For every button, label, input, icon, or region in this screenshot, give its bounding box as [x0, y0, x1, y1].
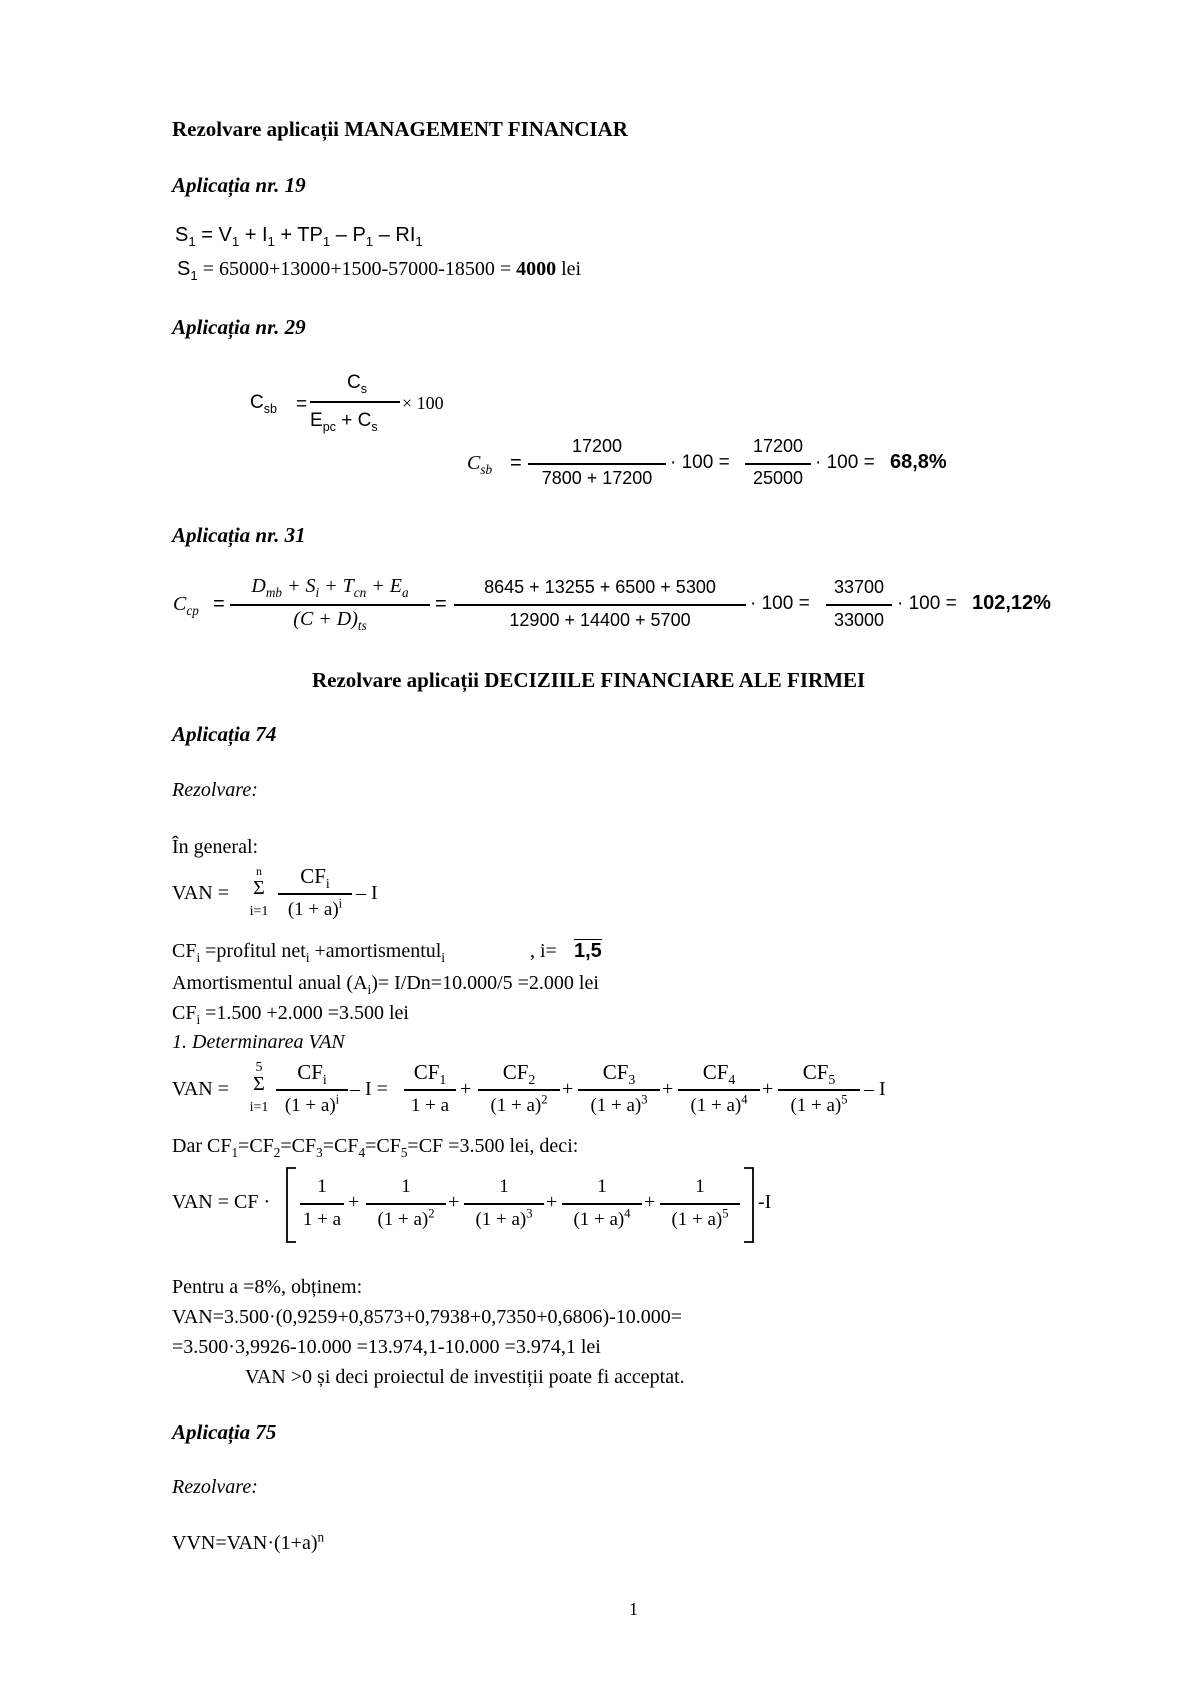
num-symbol: C	[347, 372, 361, 393]
num-symbol: CF	[702, 1060, 729, 1084]
multiply-100: · 100 =	[897, 593, 957, 614]
equals-sign: =	[213, 593, 225, 615]
csb-equals: =	[296, 394, 308, 415]
equals-sign: =	[435, 593, 447, 615]
fraction-bar	[528, 463, 666, 465]
calculation-line-1: VAN=3.500·(0,9259+0,8573+0,7938+0,7350+0,6806)-10.000=	[172, 1306, 683, 1328]
text: Amortismentul anual (A	[172, 972, 368, 994]
fraction-denominator	[278, 896, 352, 921]
index-range-overline: 1,5	[574, 940, 602, 962]
fraction-bar	[578, 1089, 660, 1091]
den-base: (1 + a)	[790, 1095, 842, 1116]
subscript: i	[441, 950, 446, 965]
ccp-lhs	[173, 593, 199, 616]
fraction-bar	[278, 893, 352, 895]
csb-multiplier: × 100	[402, 393, 444, 413]
den-exponent: 2	[428, 1206, 435, 1221]
formula-text: VVN=VAN·(1+a)	[172, 1532, 318, 1554]
num-symbol: CF	[602, 1060, 629, 1084]
num-subscript: 3	[628, 1072, 636, 1088]
subscript: mb	[265, 585, 282, 600]
minus-investment-equals: – I =	[350, 1078, 388, 1100]
calculation-line-2: =3.500·3,9926-10.000 =13.974,1-10.000 =3.974,1 lei	[172, 1336, 601, 1358]
calc-unit: lei	[556, 258, 582, 280]
text: =CF =3.500 lei, deci:	[407, 1135, 579, 1157]
fraction-numerator: 17200	[571, 436, 623, 456]
multiply-100: · 100 =	[815, 452, 875, 473]
fraction-numerator	[276, 1060, 348, 1088]
term: D	[251, 575, 266, 597]
den-base: (1 + a)	[690, 1095, 742, 1116]
den-exponent: 4	[624, 1206, 631, 1221]
fraction-bar	[745, 463, 811, 465]
term-denominator	[660, 1206, 740, 1231]
term-numerator: 1	[317, 1176, 327, 1197]
lhs-symbol: C	[173, 593, 187, 615]
subscript: i	[367, 982, 372, 997]
den-exponent: 3	[641, 1092, 648, 1107]
equal-cash-flows	[172, 1135, 578, 1158]
formula-term: + I	[239, 224, 268, 246]
text: =profitul net	[200, 940, 306, 962]
cf-symbol: CF	[172, 1002, 197, 1024]
csb-fraction-bar	[310, 401, 400, 403]
sigma-lower-limit: i=1	[249, 1100, 269, 1115]
plus-sign: +	[546, 1191, 558, 1213]
fraction-bar	[678, 1089, 760, 1091]
term-numerator: 1	[695, 1176, 705, 1197]
den-base: (1 + a)	[475, 1209, 527, 1230]
text: =CF	[365, 1135, 401, 1157]
lhs-subscript: cp	[186, 603, 199, 618]
fraction-bar	[366, 1203, 446, 1205]
plus-sign: +	[662, 1078, 674, 1100]
text: +amortismentul	[309, 940, 442, 962]
subscript: 3	[316, 1145, 323, 1160]
formula-subscript: 1	[231, 234, 240, 249]
ccp-numerator-values: 8645 + 13255 + 6500 + 5300	[484, 577, 716, 597]
minus-investment: -I	[758, 1191, 772, 1213]
cf-symbol: CF	[172, 940, 197, 962]
fraction-bar	[454, 604, 746, 606]
den-base: (1 + a)	[284, 1095, 336, 1116]
text: =CF	[280, 1135, 317, 1157]
app19-calculation	[177, 258, 581, 281]
formula-subscript: 1	[267, 234, 275, 249]
subscript: 1	[231, 1145, 239, 1160]
van-lhs: VAN =	[172, 882, 230, 904]
term: + S	[282, 575, 316, 597]
sigma-lower-limit: i=1	[249, 904, 269, 919]
app31-heading: Aplicația nr. 31	[172, 523, 306, 547]
num-symbol: CF	[297, 1060, 323, 1084]
formula-subscript: 1	[365, 234, 374, 249]
num-subscript: i	[322, 1072, 327, 1088]
den-exponent: 4	[741, 1092, 748, 1107]
term-denominator: 1 + a	[410, 1095, 450, 1116]
den-term: (C + D)	[293, 608, 358, 630]
fraction-denominator: 33000	[833, 610, 885, 630]
text: =CF	[322, 1135, 359, 1157]
num-subscript: i	[325, 876, 330, 892]
text: =CF	[238, 1135, 274, 1157]
plus-sign: +	[644, 1191, 656, 1213]
den-subscript: ts	[357, 618, 367, 633]
formula-symbol: S	[175, 224, 189, 246]
plus-sign: +	[562, 1078, 574, 1100]
calc-symbol: S	[177, 258, 191, 280]
num-symbol: CF	[413, 1060, 440, 1084]
text: =1.500 +2.000 =3.500 lei	[200, 1002, 409, 1024]
fraction-bar	[464, 1203, 544, 1205]
index-range-label: , i=	[530, 940, 557, 962]
num-subscript: 4	[728, 1072, 736, 1088]
subscript: a	[401, 585, 409, 600]
lhs-subscript: sb	[480, 462, 493, 477]
vvn-formula	[172, 1529, 325, 1555]
term-denominator	[478, 1092, 560, 1117]
term-denominator: 1 + a	[302, 1209, 342, 1230]
fraction-bar	[230, 604, 430, 606]
term-numerator	[478, 1060, 560, 1088]
section-title-decizii-financiare: Rezolvare aplicații DECIZIILE FINANCIARE ALE FIRMEI	[312, 668, 866, 692]
fraction-denominator	[276, 1092, 348, 1117]
term-numerator	[578, 1060, 660, 1088]
term-numerator	[404, 1060, 456, 1088]
text: )= I/Dn=10.000/5 =2.000 lei	[371, 972, 599, 994]
den-subscript: pc	[322, 419, 336, 434]
csb-symbol: C	[250, 392, 264, 413]
subscript: i	[196, 1012, 201, 1027]
term-denominator	[464, 1206, 544, 1231]
term: + T	[319, 575, 354, 597]
subscript: cn	[353, 585, 367, 600]
page-number: 1	[629, 1599, 638, 1619]
rate-statement: Pentru a =8%, obținem:	[172, 1276, 363, 1298]
multiply-100: · 100 =	[750, 593, 810, 614]
subscript: i	[315, 585, 320, 600]
van-lhs: VAN =	[172, 1078, 230, 1100]
den-exponent: 2	[541, 1092, 548, 1107]
ccp-denominator-symbols	[230, 608, 430, 631]
num-subscript: 1	[439, 1072, 447, 1088]
term-denominator	[778, 1092, 860, 1117]
ccp-numerator-symbols	[230, 575, 430, 598]
text: Dar CF	[172, 1135, 232, 1157]
ccp-denominator-values: 12900 + 14400 + 5700	[509, 610, 691, 630]
fraction-numerator	[278, 864, 352, 892]
den-exponent: i	[335, 1092, 340, 1107]
sigma-icon: Σ	[253, 1073, 265, 1095]
term-numerator: 1	[499, 1176, 509, 1197]
sigma-upper-limit: 5	[255, 1060, 263, 1075]
multiply-100: · 100 =	[670, 452, 730, 473]
fraction-bar	[300, 1203, 344, 1205]
den-exponent: 3	[526, 1206, 533, 1221]
term-numerator	[778, 1060, 860, 1088]
fraction-bar	[478, 1089, 560, 1091]
minus-investment: – I	[356, 882, 378, 904]
formula-term: – RI	[373, 224, 416, 246]
term-denominator	[562, 1206, 642, 1231]
num-symbol: CF	[300, 864, 326, 888]
den-exponent: 5	[841, 1092, 848, 1107]
in-general-label: În general:	[172, 836, 259, 858]
calc-expression: = 65000+13000+1500-57000-18500 =	[197, 258, 517, 280]
fraction-bar	[778, 1089, 860, 1091]
left-bracket-icon	[284, 1166, 298, 1244]
fraction-numerator: 17200	[752, 436, 804, 456]
den-base: (1 + a)	[377, 1209, 429, 1230]
sigma-upper-limit: n	[256, 864, 262, 878]
subscript: 4	[358, 1145, 366, 1160]
den-base: (1 + a)	[671, 1209, 723, 1230]
fraction-bar	[404, 1089, 456, 1091]
den-symbol: E	[310, 410, 323, 431]
fraction-bar	[826, 604, 892, 606]
num-symbol: CF	[502, 1060, 529, 1084]
term-numerator: 1	[401, 1176, 411, 1197]
subscript: i	[305, 950, 310, 965]
van-cf-lhs: VAN = CF ·	[172, 1191, 271, 1213]
csb-denominator	[310, 410, 378, 432]
plus-sign: +	[460, 1078, 472, 1100]
num-subscript: 2	[528, 1072, 536, 1088]
term-denominator	[678, 1092, 760, 1117]
subscript: i	[196, 950, 201, 965]
right-bracket-icon	[742, 1166, 756, 1244]
cf-definition	[172, 940, 445, 963]
den-symbol: C	[357, 410, 372, 431]
den-base: (1 + a)	[573, 1209, 625, 1230]
num-subscript: 5	[828, 1072, 836, 1088]
fraction-bar	[660, 1203, 740, 1205]
formula-exponent: n	[317, 1529, 325, 1545]
ccp-result: 102,12%	[972, 592, 1051, 614]
equals-sign: =	[510, 452, 522, 474]
den-base: (1 + a)	[287, 899, 339, 920]
amortization-line	[172, 972, 599, 995]
lhs-symbol: C	[467, 452, 481, 474]
fraction-bar	[276, 1089, 348, 1091]
plus-sign: +	[762, 1078, 774, 1100]
conclusion: VAN >0 și deci proiectul de investiții poate fi acceptat.	[245, 1366, 685, 1388]
app75-heading: Aplicația 75	[172, 1420, 277, 1444]
den-base: (1 + a)	[490, 1095, 542, 1116]
section-title-management-financiar: Rezolvare aplicații MANAGEMENT FINANCIAR	[172, 117, 628, 141]
formula-subscript: 1	[415, 234, 423, 249]
term-numerator	[678, 1060, 760, 1088]
csb-numeric-lhs	[467, 452, 492, 475]
calc-result: 4000	[516, 258, 557, 280]
term: + E	[366, 575, 402, 597]
app19-heading: Aplicația nr. 19	[172, 173, 306, 197]
subscript: 2	[273, 1145, 281, 1160]
fraction-denominator: 25000	[752, 468, 804, 488]
csb-subscript: sb	[263, 401, 277, 416]
plus-sign: +	[348, 1191, 360, 1213]
term-denominator	[578, 1092, 660, 1117]
subscript: 5	[400, 1145, 408, 1160]
num-symbol: CF	[802, 1060, 829, 1084]
fraction-denominator: 7800 + 17200	[541, 468, 653, 488]
formula-subscript: 1	[188, 234, 196, 249]
den-exponent: i	[338, 896, 343, 911]
app19-formula	[175, 224, 423, 247]
step-heading: 1. Determinarea VAN	[172, 1031, 345, 1053]
csb-lhs	[250, 392, 277, 414]
den-base: (1 + a)	[590, 1095, 642, 1116]
app74-heading: Aplicația 74	[172, 722, 277, 746]
term-denominator	[366, 1206, 446, 1231]
den-subscript: s	[371, 419, 378, 434]
csb-numerator	[312, 372, 402, 394]
sigma-icon: Σ	[253, 877, 265, 899]
calc-subscript: 1	[190, 268, 198, 283]
term-numerator: 1	[597, 1176, 607, 1197]
fraction-bar	[562, 1203, 642, 1205]
fraction-numerator: 33700	[833, 577, 885, 597]
formula-subscript: 1	[322, 234, 331, 249]
den-plus: +	[335, 410, 358, 431]
cf-value-line	[172, 1002, 409, 1025]
formula-term: – P	[330, 224, 366, 246]
den-exponent: 5	[722, 1206, 729, 1221]
minus-investment: – I	[864, 1078, 886, 1100]
app29-heading: Aplicația nr. 29	[172, 315, 306, 339]
formula-term: + TP	[274, 224, 323, 246]
plus-sign: +	[448, 1191, 460, 1213]
app75-rezolvare: Rezolvare:	[172, 1476, 258, 1498]
app74-rezolvare: Rezolvare:	[172, 779, 258, 801]
formula-term: = V	[195, 224, 232, 246]
num-subscript: s	[360, 381, 367, 396]
csb-result: 68,8%	[890, 451, 947, 473]
